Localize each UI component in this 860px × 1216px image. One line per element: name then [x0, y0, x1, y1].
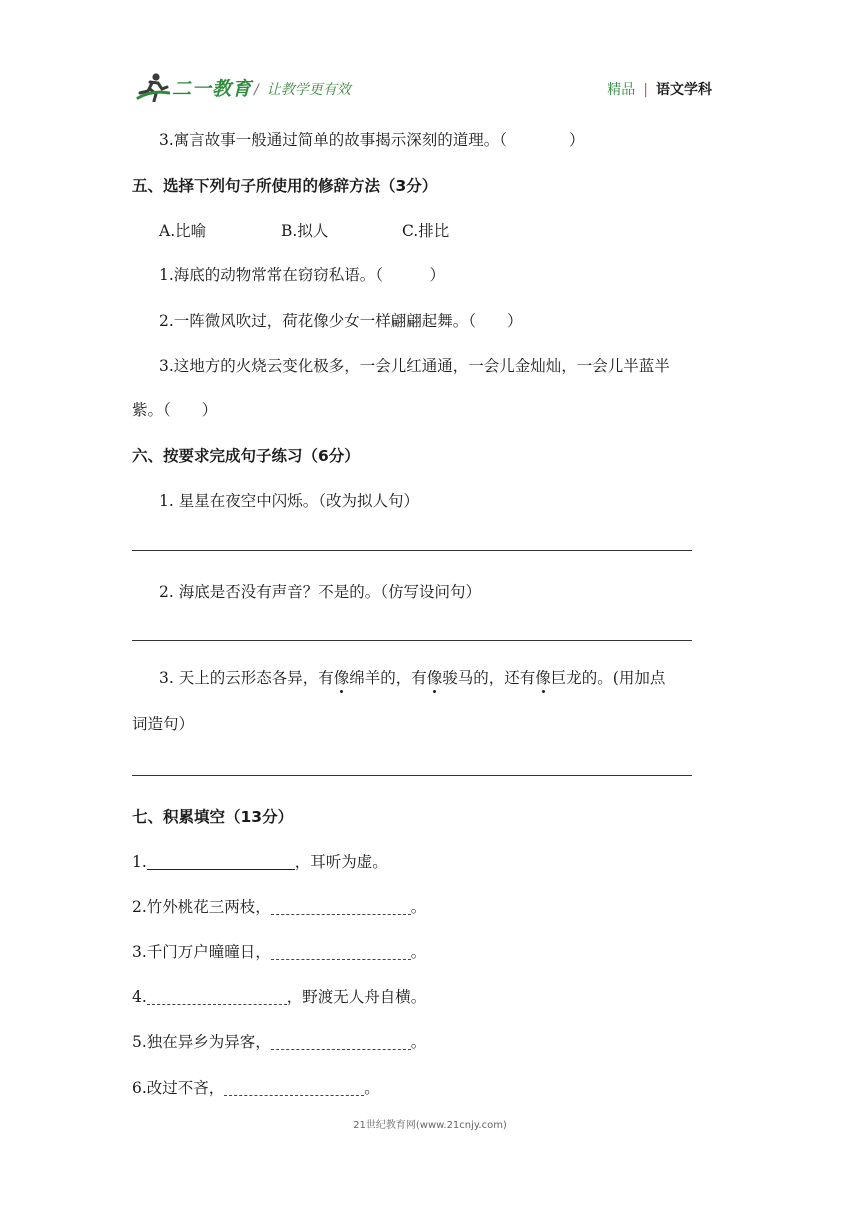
s7-item-4-post: ，野渡无人舟自横。 — [286, 988, 427, 1006]
s4-item-3: 3.寓言故事一般通过简单的故事揭示深刻的道理。（ ） — [159, 131, 585, 149]
s7-item-2-pre: 2.竹外桃花三两枝， — [132, 898, 271, 916]
s7-item-6-post: 。 — [364, 1079, 380, 1097]
s7-item-6 — [132, 1076, 380, 1098]
page-footer: 21世纪教育网(www.21cnjy.com) — [353, 1120, 507, 1131]
s7-blank-6[interactable] — [224, 1079, 364, 1096]
s5-option-b: B.拟人 — [281, 222, 329, 240]
s6-answer-line-2[interactable] — [132, 640, 692, 641]
s6-item-3a — [159, 666, 665, 688]
s6-item-3-mid1: 绵羊的，有 — [349, 669, 427, 687]
s7-blank-5[interactable] — [271, 1033, 411, 1050]
runner-logo-icon — [136, 72, 170, 102]
emphasis-dot-word-1: 像 — [333, 669, 350, 687]
s7-heading: 七、积累填空（13分） — [132, 808, 294, 826]
page-header — [136, 70, 720, 106]
s5-option-c: C.排比 — [402, 222, 450, 240]
s7-item-2-post: 。 — [410, 898, 427, 916]
s7-item-1 — [132, 850, 388, 872]
s7-item-5 — [132, 1030, 426, 1052]
logo — [136, 70, 252, 104]
s6-item-2: 2. 海底是否没有声音？不是的。（仿写设问句） — [159, 583, 481, 601]
s5-item-3a: 3.这地方的火烧云变化极多，一会儿红通通，一会儿金灿灿，一会儿半蓝半 — [159, 357, 670, 375]
s5-item-1: 1.海底的动物常常在窃窃私语。（ ） — [159, 266, 446, 284]
s7-item-1-num: 1. — [132, 853, 147, 871]
s7-item-2 — [132, 895, 426, 917]
s7-item-3-pre: 3.千门万户曈曈日， — [132, 943, 271, 961]
s6-item-3-mid2: 骏马的，还有 — [442, 669, 536, 687]
s6-item-3-post: 巨龙的。(用加点 — [550, 669, 666, 687]
s7-item-5-pre: 5.独在异乡为异客， — [132, 1033, 271, 1051]
s5-item-3b: 紫。（ ） — [132, 401, 218, 419]
logo-text: 二一教育 — [172, 77, 253, 100]
s6-item-1: 1. 星星在夜空中闪烁。（改为拟人句） — [159, 492, 419, 510]
s7-item-3 — [132, 940, 426, 962]
s7-blank-1[interactable] — [147, 853, 295, 870]
s6-answer-line-1[interactable] — [132, 550, 692, 551]
subject-label — [607, 79, 712, 99]
s5-option-a: A.比喻 — [159, 222, 207, 240]
s7-blank-4[interactable] — [147, 988, 287, 1005]
s7-item-4 — [132, 985, 426, 1007]
slogan — [254, 79, 351, 99]
s6-answer-line-3[interactable] — [132, 775, 692, 776]
s5-item-2: 2.一阵微风吹过，荷花像少女一样翩翩起舞。（ ） — [159, 312, 523, 330]
s5-heading: 五、选择下列句子所使用的修辞方法（3分） — [132, 177, 438, 195]
slogan-slash: / — [254, 82, 259, 98]
s6-item-3b: 词造句） — [132, 715, 195, 733]
s7-item-5-post: 。 — [410, 1033, 427, 1051]
s7-blank-2[interactable] — [271, 898, 411, 915]
s6-item-3-pre: 3. 天上的云形态各异，有 — [159, 669, 334, 687]
s7-item-4-num: 4. — [132, 988, 147, 1006]
s7-item-6-pre: 6.改过不吝， — [132, 1079, 225, 1097]
subject-name: 语文学科 — [656, 82, 712, 98]
s7-item-1-post: ，耳听为虚。 — [294, 853, 388, 871]
emphasis-dot-word-3: 像 — [535, 669, 551, 687]
emphasis-dot-word-2: 像 — [426, 669, 443, 687]
header-divider: | — [643, 82, 648, 98]
s7-item-3-post: 。 — [410, 943, 427, 961]
s7-blank-3[interactable] — [271, 943, 411, 960]
slogan-text: 让教学更有效 — [266, 82, 351, 98]
quality-label: 精品 — [607, 82, 636, 98]
s6-heading: 六、按要求完成句子练习（6分） — [132, 447, 360, 465]
